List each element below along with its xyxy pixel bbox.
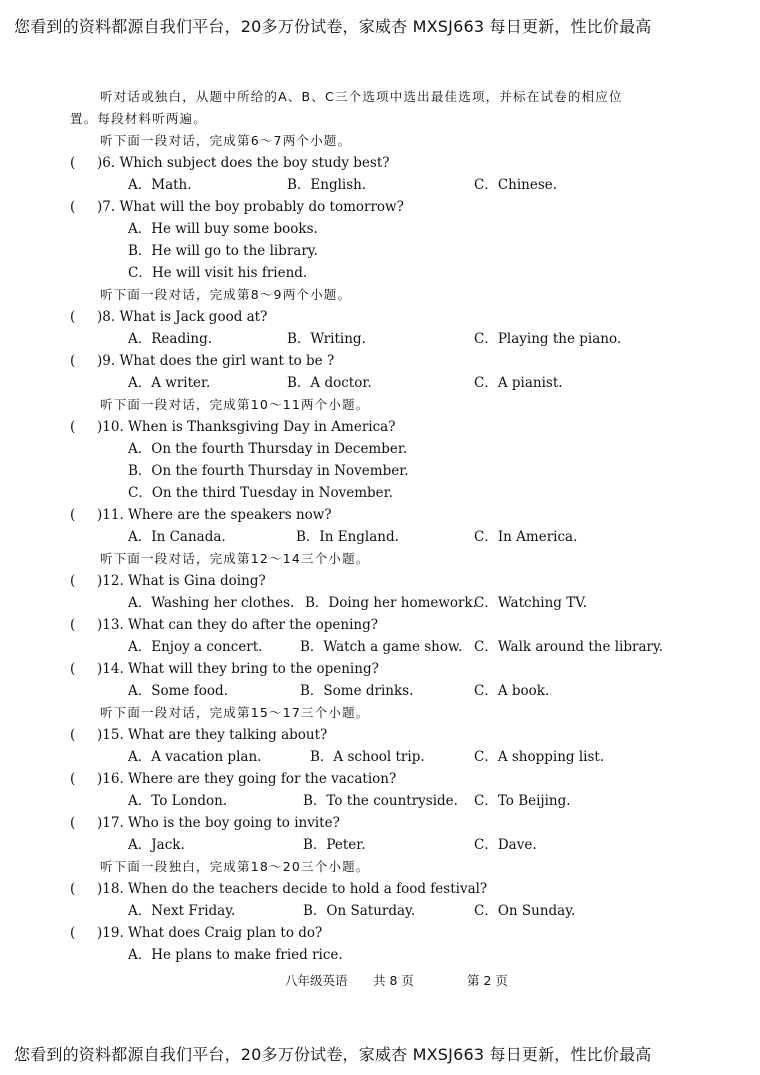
section-heading: 听下面一段对话，完成第8～9两个小题。	[100, 287, 352, 302]
option-a: A．Jack.	[128, 837, 185, 853]
option-b: B．On Saturday.	[303, 903, 416, 919]
option-b: B．He will go to the library.	[128, 243, 318, 259]
answer-blank: (	[70, 815, 76, 831]
answer-blank: (	[70, 881, 76, 897]
option-c: C．A pianist.	[474, 375, 563, 391]
option-b: B．A school trip.	[310, 749, 425, 765]
option-b: B．Watch a game show.	[300, 639, 463, 655]
option-b: B．A doctor.	[287, 375, 372, 391]
option-b: B．To the countryside.	[303, 793, 458, 809]
option-a: A．Enjoy a concert.	[128, 639, 263, 655]
answer-blank: (	[70, 771, 76, 787]
option-c: C．A shopping list.	[474, 749, 605, 765]
answer-blank: (	[70, 155, 76, 171]
question-text: )15. What are they talking about?	[97, 727, 328, 743]
option-a: A．He plans to make fried rice.	[128, 947, 343, 963]
question-text: )17. Who is the boy going to invite?	[97, 815, 340, 831]
option-a: A．Math.	[128, 177, 192, 193]
question-text: )18. When do the teachers decide to hold a food festival?	[97, 881, 488, 897]
option-a: A．Some food.	[128, 683, 228, 699]
question-text: )16. Where are they going for the vacation?	[97, 771, 397, 787]
option-b: B．Peter.	[303, 837, 366, 853]
answer-blank: (	[70, 925, 76, 941]
answer-blank: (	[70, 507, 76, 523]
answer-blank: (	[70, 617, 76, 633]
answer-blank: (	[70, 419, 76, 435]
option-a: A．On the fourth Thursday in December.	[128, 441, 408, 457]
question-text: )12. What is Gina doing?	[97, 573, 266, 589]
option-a: A．Washing her clothes.	[128, 595, 295, 611]
footer-course: 八年级英语	[285, 973, 348, 988]
answer-blank: (	[70, 727, 76, 743]
option-c: C．Dave.	[474, 837, 537, 853]
answer-blank: (	[70, 309, 76, 325]
answer-blank: (	[70, 353, 76, 369]
section-heading: 听下面一段对话，完成第10～11两个小题。	[100, 397, 370, 412]
question-text: )11. Where are the speakers now?	[97, 507, 332, 523]
instruction-line-2: 置。每段材料听两遍。	[70, 111, 208, 126]
option-a: A．A writer.	[128, 375, 211, 391]
option-b: B．In England.	[296, 529, 399, 545]
footer-total-pages: 共 8 页	[373, 973, 414, 988]
question-text: )7. What will the boy probably do tomorrow?	[97, 199, 404, 215]
section-heading: 听下面一段独白，完成第18～20三个小题。	[100, 859, 370, 874]
section-heading: 听下面一段对话，完成第15～17三个小题。	[100, 705, 370, 720]
option-a: A．To London.	[128, 793, 228, 809]
question-text: )19. What does Craig plan to do?	[97, 925, 323, 941]
question-text: )10. When is Thanksgiving Day in America?	[97, 419, 396, 435]
section-heading: 听下面一段对话，完成第6～7两个小题。	[100, 133, 352, 148]
option-c: C．Playing the piano.	[474, 331, 622, 347]
option-b: B．Some drinks.	[300, 683, 414, 699]
answer-blank: (	[70, 199, 76, 215]
question-text: )14. What will they bring to the opening?	[97, 661, 379, 677]
option-c: C．In America.	[474, 529, 578, 545]
instruction-line-1: 听对话或独白，从题中所给的A、B、C三个选项中选出最佳选项，并标在试卷的相应位	[100, 89, 623, 104]
option-c: C．Walk around the library.	[474, 639, 664, 655]
answer-blank: (	[70, 661, 76, 677]
option-b: B．Writing.	[287, 331, 366, 347]
question-text: )9. What does the girl want to be ?	[97, 353, 335, 369]
option-b: B．English.	[287, 177, 367, 193]
option-a: A．Reading.	[128, 331, 213, 347]
option-c: C．He will visit his friend.	[128, 265, 308, 281]
banner-bottom: 您看到的资料都源自我们平台，20多万份试卷，家威杏 MXSJ663 每日更新，性比价最高	[14, 1045, 652, 1064]
option-c: C．On Sunday.	[474, 903, 576, 919]
option-c: C．Chinese.	[474, 177, 558, 193]
option-c: C．A book.	[474, 683, 550, 699]
footer-page-number: 第 2 页	[467, 973, 508, 988]
question-text: )8. What is Jack good at?	[97, 309, 268, 325]
option-c: C．To Beijing.	[474, 793, 571, 809]
section-heading: 听下面一段对话，完成第12～14三个小题。	[100, 551, 370, 566]
option-a: A．Next Friday.	[128, 903, 236, 919]
option-c: C．On the third Tuesday in November.	[128, 485, 393, 501]
option-a: A．He will buy some books.	[128, 221, 318, 237]
question-text: )13. What can they do after the opening?	[97, 617, 378, 633]
option-a: A．In Canada.	[128, 529, 226, 545]
question-text: )6. Which subject does the boy study best?	[97, 155, 390, 171]
option-b: B．Doing her homework.	[305, 595, 477, 611]
option-c: C．Watching TV.	[474, 595, 587, 611]
option-b: B．On the fourth Thursday in November.	[128, 463, 409, 479]
banner-top: 您看到的资料都源自我们平台，20多万份试卷，家威杏 MXSJ663 每日更新，性比价最高	[14, 17, 652, 36]
option-a: A．A vacation plan.	[128, 749, 262, 765]
answer-blank: (	[70, 573, 76, 589]
